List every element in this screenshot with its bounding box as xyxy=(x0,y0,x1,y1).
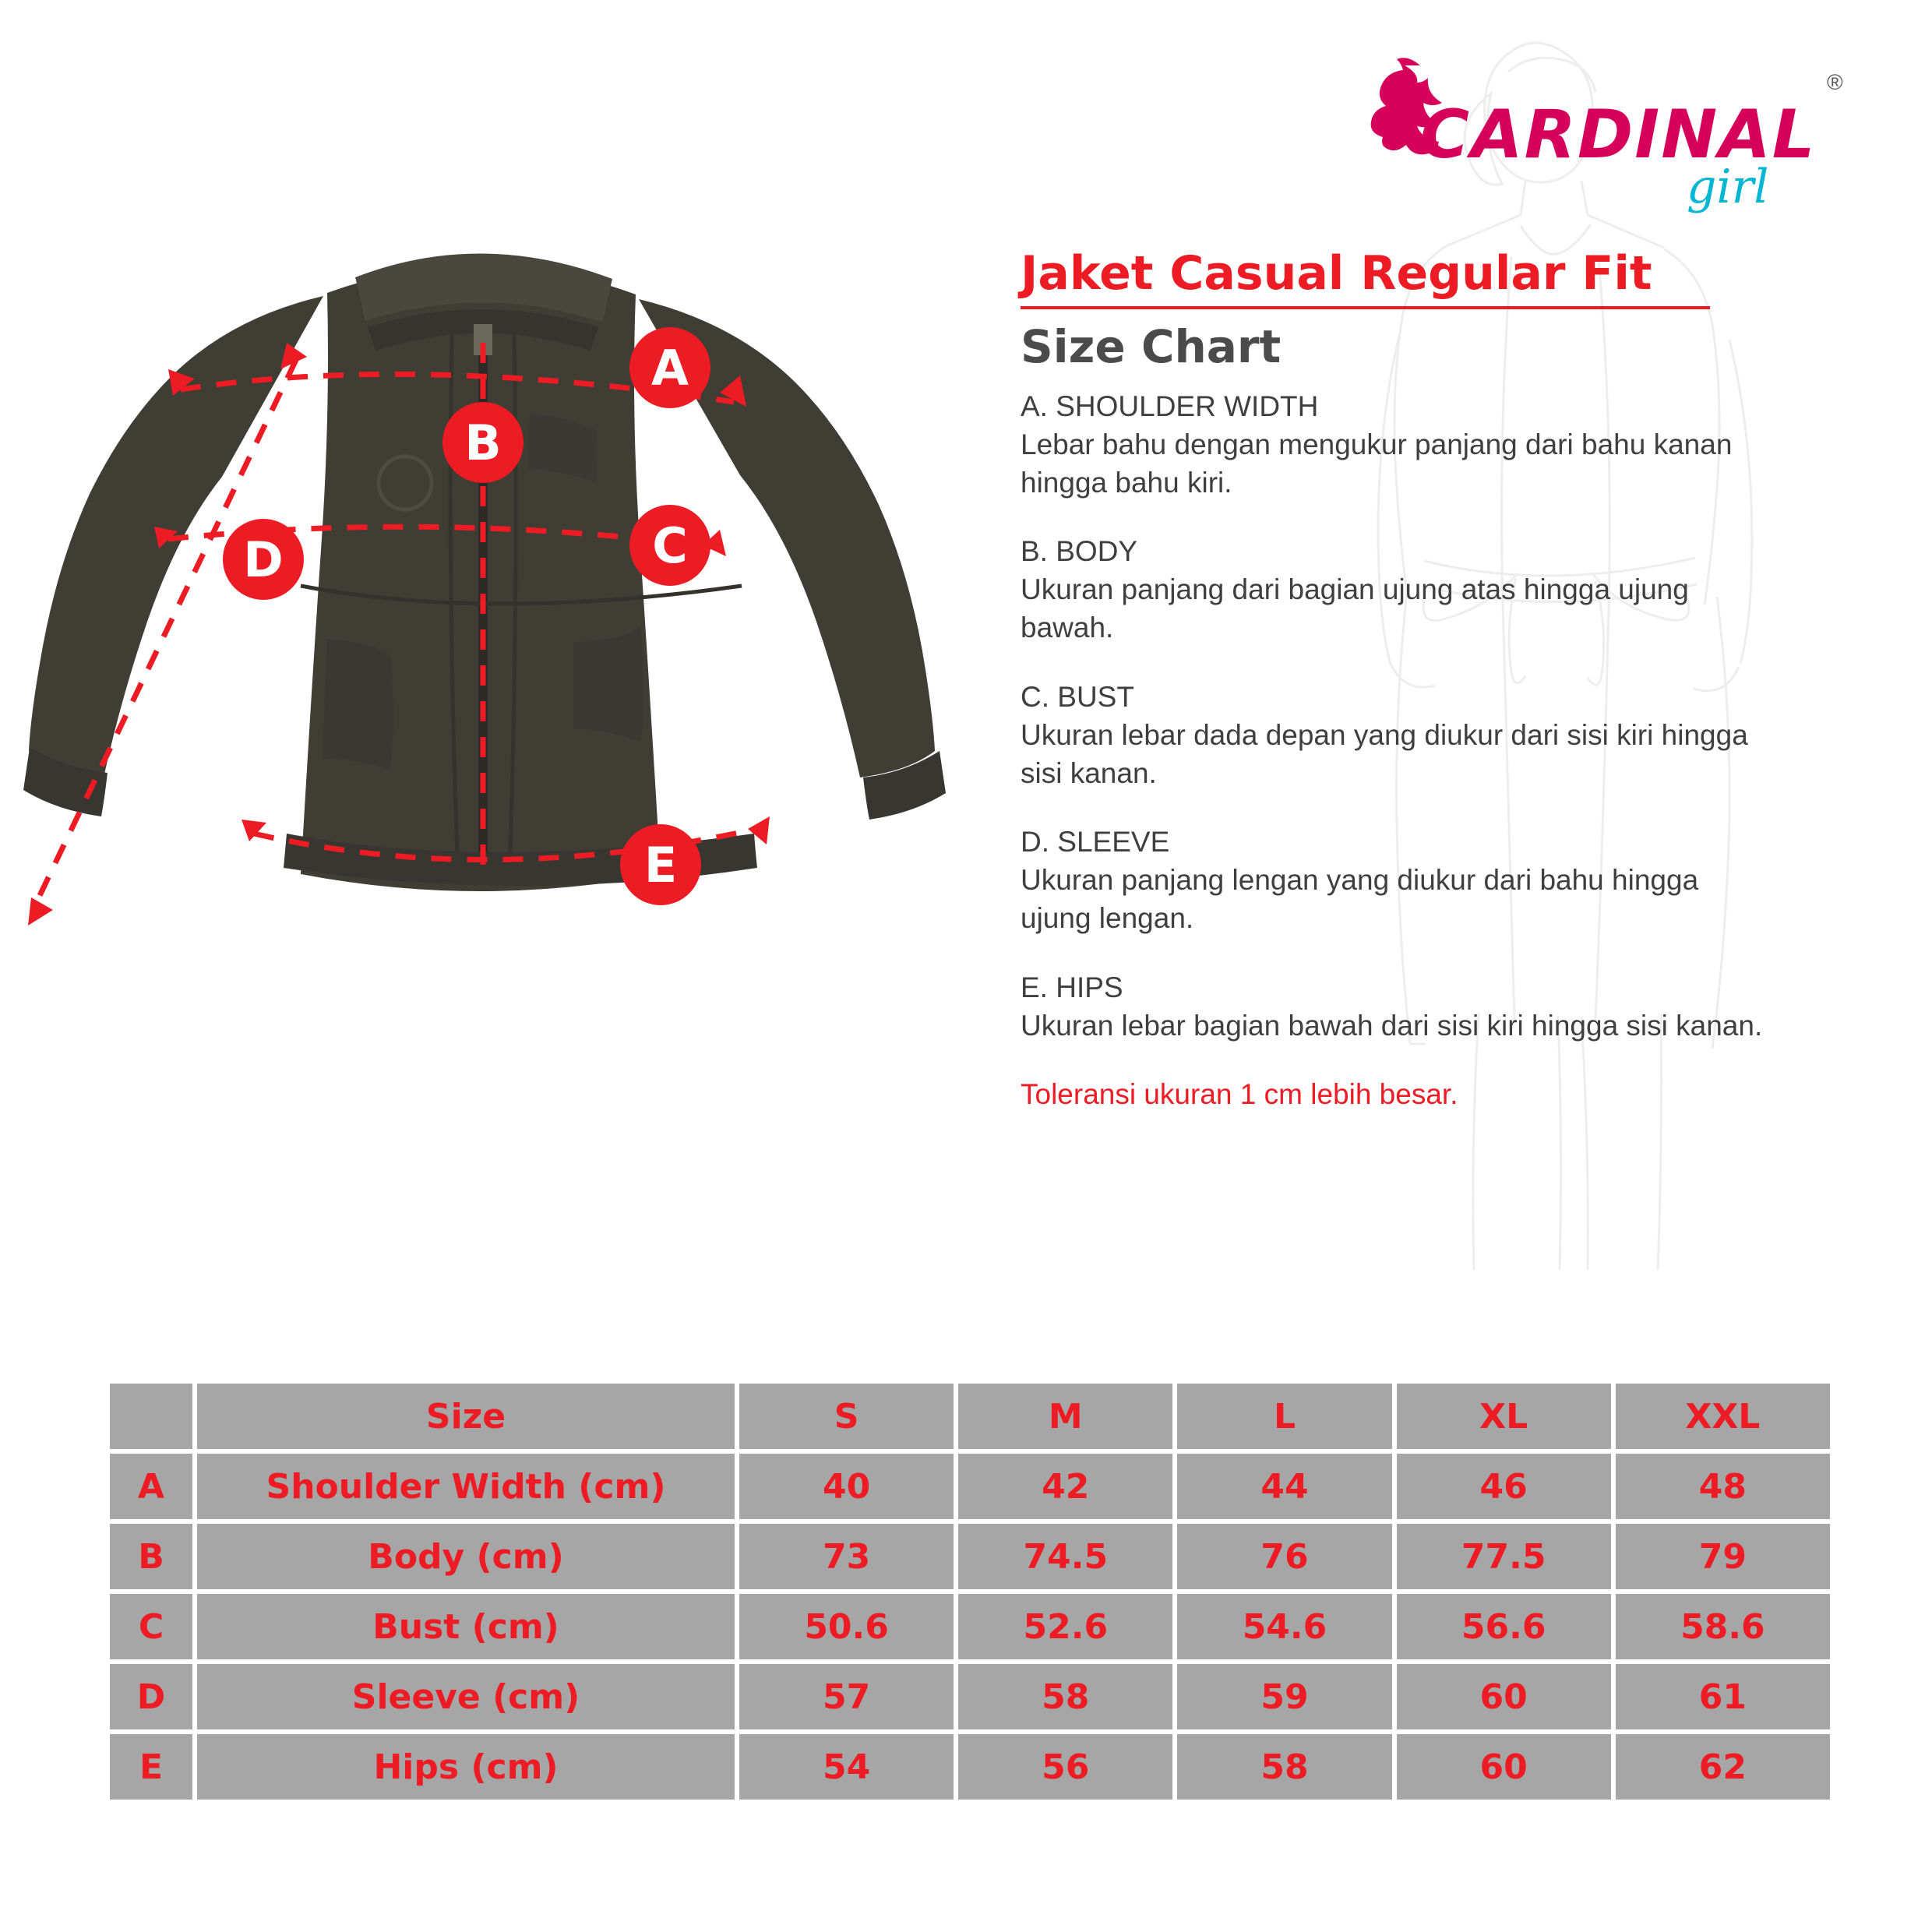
jacket-diagram xyxy=(16,234,1028,1091)
row-letter-b: B xyxy=(110,1524,192,1589)
badge-d xyxy=(223,519,304,600)
cell-hips-l: 58 xyxy=(1177,1734,1391,1800)
brand-wordmark: CARDINAL xyxy=(1420,96,1817,174)
badge-a xyxy=(629,327,710,408)
cell-hips-s: 54 xyxy=(739,1734,954,1800)
cell-bust-xl: 56.6 xyxy=(1397,1594,1611,1659)
cell-shoulder-width-xxl: 48 xyxy=(1616,1454,1830,1519)
measurement-desc-e: Ukuran lebar bagian bawah dari sisi kiri hingga sisi kanan. xyxy=(1021,1009,1763,1042)
table-header-s: S xyxy=(739,1384,954,1449)
cell-bust-xxl: 58.6 xyxy=(1616,1594,1830,1659)
tolerance-note: Toleransi ukuran 1 cm lebih besar. xyxy=(1021,1078,1458,1111)
measurement-label-b: B. BODY xyxy=(1021,535,1138,568)
measurement-item-e xyxy=(1021,969,1784,1045)
badge-b-label: B xyxy=(464,414,502,471)
table-row xyxy=(110,1524,1830,1589)
cell-sleeve-m: 58 xyxy=(958,1664,1172,1729)
table-header-xxl: XXL xyxy=(1616,1384,1830,1449)
table-row xyxy=(110,1664,1830,1729)
brand-logo xyxy=(1359,47,1858,214)
size-chart-table-wrapper xyxy=(105,1379,1835,1804)
badge-e-label: E xyxy=(643,837,678,894)
cell-body-l: 76 xyxy=(1177,1524,1391,1589)
measurement-item-b xyxy=(1021,533,1784,647)
row-label-hips: Hips (cm) xyxy=(197,1734,735,1800)
page-title: Jaket Casual Regular Fit xyxy=(1021,246,1652,301)
row-letter-d: D xyxy=(110,1664,192,1729)
table-header-row xyxy=(110,1384,1830,1449)
brand-sub-wordmark: girl xyxy=(1687,160,1769,214)
cell-sleeve-s: 57 xyxy=(739,1664,954,1729)
cell-shoulder-width-s: 40 xyxy=(739,1454,954,1519)
measurement-label-e: E. HIPS xyxy=(1021,971,1123,1003)
cell-shoulder-width-l: 44 xyxy=(1177,1454,1391,1519)
badge-e xyxy=(620,824,701,905)
badge-d-label: D xyxy=(243,531,284,588)
size-chart-table xyxy=(105,1379,1835,1804)
row-label-bust: Bust (cm) xyxy=(197,1594,735,1659)
table-row xyxy=(110,1454,1830,1519)
table-row xyxy=(110,1734,1830,1800)
measurement-item-a xyxy=(1021,388,1784,502)
cell-sleeve-xl: 60 xyxy=(1397,1664,1611,1729)
cell-bust-m: 52.6 xyxy=(958,1594,1172,1659)
cell-sleeve-l: 59 xyxy=(1177,1664,1391,1729)
cell-sleeve-xxl: 61 xyxy=(1616,1664,1830,1729)
table-row xyxy=(110,1594,1830,1659)
measurement-label-c: C. BUST xyxy=(1021,680,1134,713)
measurement-desc-c: Ukuran lebar dada depan yang diukur dari sisi kiri hingga sisi kanan. xyxy=(1021,718,1748,789)
cell-body-xxl: 79 xyxy=(1616,1524,1830,1589)
table-header-l: L xyxy=(1177,1384,1391,1449)
measurement-label-a: A. SHOULDER WIDTH xyxy=(1021,390,1319,422)
row-label-shoulder-width: Shoulder Width (cm) xyxy=(197,1454,735,1519)
title-divider xyxy=(1021,306,1710,309)
cell-body-s: 73 xyxy=(739,1524,954,1589)
measurement-desc-d: Ukuran panjang lengan yang diukur dari bahu hingga ujung lengan. xyxy=(1021,864,1699,934)
cell-hips-m: 56 xyxy=(958,1734,1172,1800)
cell-shoulder-width-xl: 46 xyxy=(1397,1454,1611,1519)
cell-hips-xl: 60 xyxy=(1397,1734,1611,1800)
cell-shoulder-width-m: 42 xyxy=(958,1454,1172,1519)
measurement-item-c xyxy=(1021,679,1784,792)
badge-c xyxy=(629,505,710,586)
table-header-xl: XL xyxy=(1397,1384,1611,1449)
info-panel xyxy=(1021,246,1784,1114)
badge-b xyxy=(442,402,524,483)
measurement-item-d xyxy=(1021,823,1784,937)
cell-hips-xxl: 62 xyxy=(1616,1734,1830,1800)
measurement-desc-b: Ukuran panjang dari bagian ujung atas hingga ujung bawah. xyxy=(1021,573,1689,644)
cell-bust-l: 54.6 xyxy=(1177,1594,1391,1659)
badge-c-label: C xyxy=(652,517,688,574)
section-heading: Size Chart xyxy=(1021,320,1282,373)
table-header-m: M xyxy=(958,1384,1172,1449)
cell-bust-s: 50.6 xyxy=(739,1594,954,1659)
row-letter-a: A xyxy=(110,1454,192,1519)
cell-body-m: 74.5 xyxy=(958,1524,1172,1589)
table-header-size: Size xyxy=(197,1384,735,1449)
row-letter-e: E xyxy=(110,1734,192,1800)
table-corner-blank xyxy=(110,1384,192,1449)
cell-body-xl: 77.5 xyxy=(1397,1524,1611,1589)
measurement-desc-a: Lebar bahu dengan mengukur panjang dari bahu kanan hingga bahu kiri. xyxy=(1021,428,1733,499)
measurement-label-d: D. SLEEVE xyxy=(1021,826,1170,858)
registered-mark: ® xyxy=(1827,70,1843,94)
badge-a-label: A xyxy=(651,340,689,397)
row-label-sleeve: Sleeve (cm) xyxy=(197,1664,735,1729)
row-label-body: Body (cm) xyxy=(197,1524,735,1589)
row-letter-c: C xyxy=(110,1594,192,1659)
